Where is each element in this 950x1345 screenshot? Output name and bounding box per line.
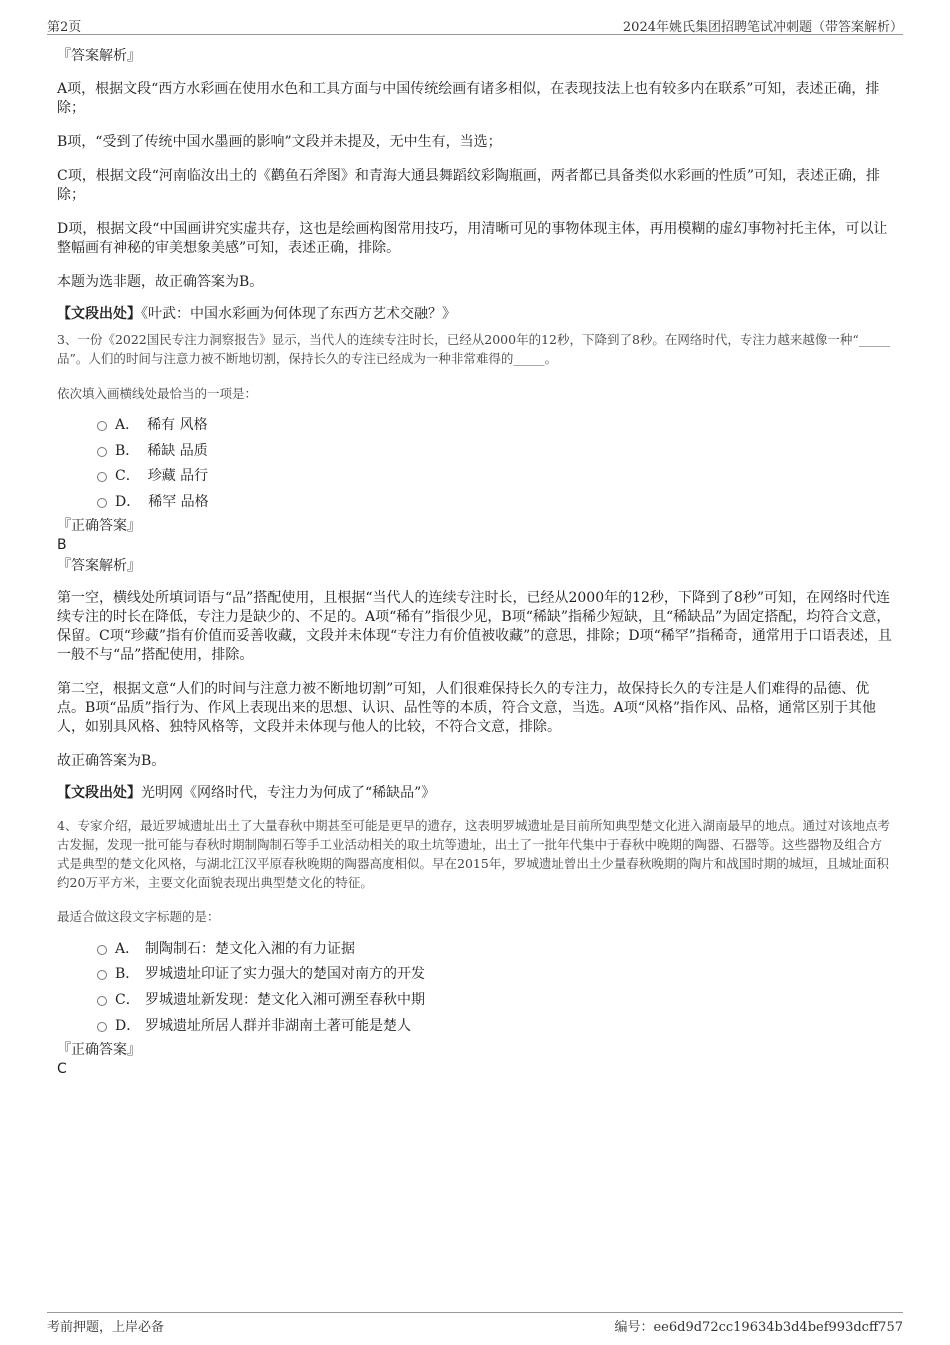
radio-icon[interactable] [97,996,107,1006]
page-content [57,46,893,1078]
q3-answer: B [57,536,67,553]
q4-options [57,939,893,1042]
q3-analysis-1: 第一空，横线处所填词语与“品”搭配使用，且根据“当代人的连续专注时长，已经从2000年的12秒，下降到了8秒”可知，在网络时代连续专注的时长在降低，专注力是缺少的、不足的。A项“稀有”指很少见，B项“稀缺”指稀少短缺，且“稀缺品”为固定搭配，均符合文意，保留。C项“珍藏”指有价值而妥善收藏，文段并未体现“专注力有价值被收藏”的意思，排除；D项“稀罕”指稀奇，通常用于口语表述，且一般不与“品”搭配使用，排除。 [57,589,892,663]
q3-prompt: 依次填入画横线处最恰当的一项是： [57,386,258,401]
q3-option-b[interactable]: B． 稀缺 品质 [57,441,893,467]
page-number: 第2页 [47,20,82,35]
footer-serial: 编号：ee6d9d72cc19634b3d4bef993dcff757 [614,1320,903,1335]
q3-option-c[interactable]: C． 珍藏 品行 [57,466,893,492]
q3-stem: 3、一份《2022国民专注力洞察报告》显示，当代人的连续专注时长，已经从2000年的12秒，下降到了8秒。在网络时代，专注力越来越像一种“_____品”。人们的时间与注意力被不断地切割，保持长久的专注已经成为一种非常难得的_____。 [57,332,891,366]
q3-conclusion: 故正确答案为B。 [57,752,166,769]
radio-icon[interactable] [97,421,107,431]
radio-icon[interactable] [97,472,107,482]
radio-icon[interactable] [97,1022,107,1032]
page-header [47,14,903,35]
q2-source [57,304,893,324]
q3-options [57,415,893,518]
footer-slogan: 考前押题，上岸必备 [47,1320,165,1335]
q3-option-d[interactable]: D． 稀罕 品格 [57,492,893,518]
q3-analysis-2: 第二空，根据文意“人们的时间与注意力被不断地切割”可知，人们很难保持长久的专注力，故保持长久的专注是人们难得的品德、优点。B项“品质”指行为、作风上表现出来的思想、认识、品性等的本质，符合文意，当选。A项“风格”指作风、品格，通常区别于其他人，如别具风格、独特风格等，文段并未体现与他人的比较，不符合文意，排除。 [57,680,877,735]
radio-icon[interactable] [97,945,107,955]
q2-analysis-label: 『答案解析』 [57,48,141,64]
q3-analysis-label: 『答案解析』 [57,557,141,574]
q4-option-b[interactable]: B． 罗城遗址印证了实力强大的楚国对南方的开发 [57,964,893,990]
q2-analysis-a: A项，根据文段“西方水彩画在使用水色和工具方面与中国传统绘画有诸多相似，在表现技法上也有较多内在联系”可知，表述正确，排除； [57,81,880,116]
q2-analysis-b: B项，“受到了传统中国水墨画的影响”文段并未提及，无中生有，当选； [57,134,502,150]
q3-source-text: 光明网《网络时代，专注力为何成了“稀缺品”》 [141,784,436,801]
document-title: 2024年姚氏集团招聘笔试冲刺题（带答案解析） [622,20,903,35]
radio-icon[interactable] [97,498,107,508]
q4-option-d[interactable]: D． 罗城遗址所居人群并非湖南土著可能是楚人 [57,1016,893,1042]
radio-icon[interactable] [97,970,107,980]
q3-source-tag: 【文段出处】 [57,784,141,801]
q3-source [57,783,893,803]
radio-icon[interactable] [97,447,107,457]
q3-answer-label: 『正确答案』 [57,517,141,534]
q4-option-c[interactable]: C． 罗城遗址新发现：楚文化入湘可溯至春秋中期 [57,990,893,1016]
q4-prompt: 最适合做这段文字标题的是： [57,908,220,924]
q3-option-a[interactable]: A． 稀有 风格 [57,415,893,441]
page-footer [47,1312,903,1337]
q4-stem: 4、专家介绍，最近罗城遗址出土了大量春秋中期甚至可能是更早的遗存，这表明罗城遗址是目前所知典型楚文化进入湖南最早的地点。通过对该地点考古发掘，发现一批可能与春秋时期制陶制石等手工业活动相关的取土坑等遗址，出土了一批年代集中于春秋中晚期的陶器、石器等。这些器物及组合方式是典型的楚文化风格，与湖北江汉平原春秋晚期的陶器高度相似。早在2015年，罗城遗址曾出土少量春秋晚期的陶片和战国时期的城垣，且城址面积约20万平方米，主要文化面貌表现出典型楚文化的特征。 [57,817,890,890]
q2-source-text: 《叶武：中国水彩画为何体现了东西方艺术交融？》 [141,306,456,322]
q2-conclusion: 本题为选非题，故正确答案为B。 [57,274,264,290]
q4-answer-label: 『正确答案』 [57,1041,141,1058]
q4-option-a[interactable]: A． 制陶制石：楚文化入湘的有力证据 [57,939,893,965]
q2-analysis-d: D项，根据文段“中国画讲究实虚共存，这也是绘画构图常用技巧，用清晰可见的事物体现主体，再用模糊的虚幻事物衬托主体，可以让整幅画有神秘的审美想象美感”可知，表述正确，排除。 [57,221,888,256]
q4-answer: C [57,1060,67,1077]
q2-analysis-c: C项，根据文段“河南临汝出土的《鹳鱼石斧图》和青海大通县舞蹈纹彩陶瓶画，两者都已具备类似水彩画的性质”可知，表述正确，排除； [57,168,881,203]
q2-source-tag: 【文段出处】 [57,306,141,322]
